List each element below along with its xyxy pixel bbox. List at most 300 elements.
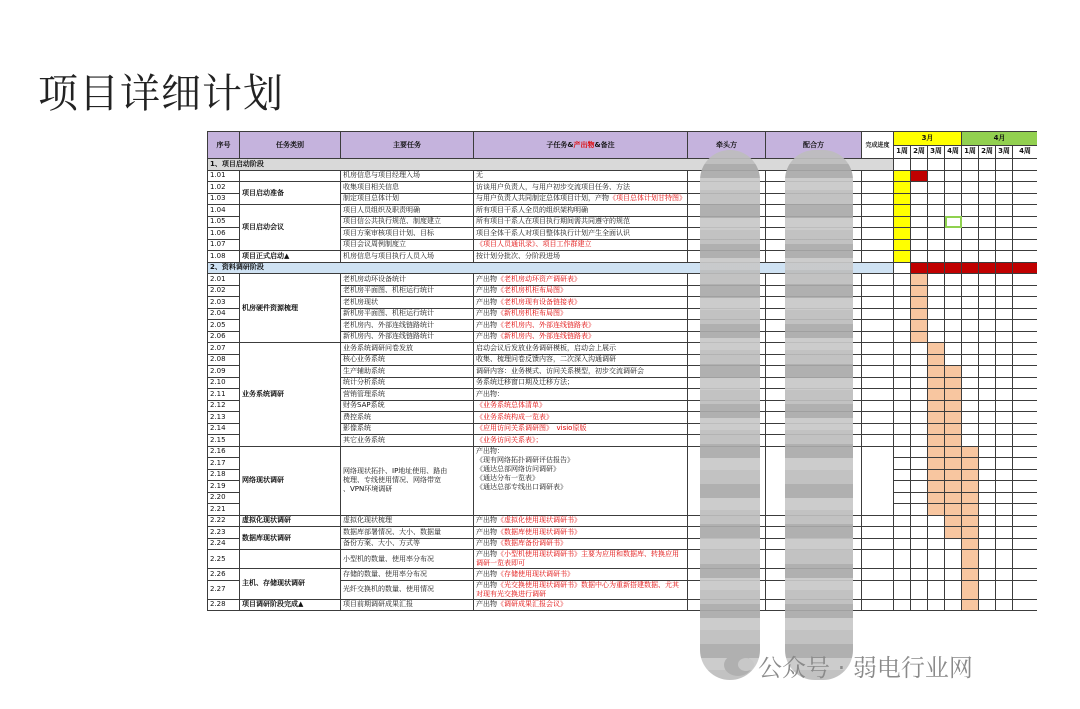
gantt-cell: [894, 193, 911, 205]
gantt-cell: [945, 366, 962, 378]
blank-cell: [862, 599, 894, 611]
table-row: [208, 205, 1038, 217]
row-no: 2.01: [208, 274, 240, 286]
gantt-cell: [962, 400, 979, 412]
gantt-cell: [945, 400, 962, 412]
gantt-cell: [962, 435, 979, 447]
gantt-cell: [1013, 331, 1038, 343]
table-row: [208, 251, 1038, 263]
subtask-note: 产出物: [476, 539, 497, 548]
phase-title: 1、项目启动阶段: [208, 159, 894, 171]
gantt-cell: [979, 377, 996, 389]
blank-cell: [862, 297, 894, 309]
gantt-cell: [979, 285, 996, 297]
main-task: 财务SAP系统: [341, 400, 474, 412]
subtask-output: 《数据库备份调研书》: [497, 539, 567, 548]
redacted-owner-column: [700, 150, 760, 680]
subtask-cell: [474, 239, 688, 251]
gantt-cell: [911, 308, 928, 320]
blank-cell: [862, 412, 894, 424]
blank-cell: [862, 527, 894, 539]
gantt-cell: [996, 320, 1013, 332]
gantt-cell: [962, 423, 979, 435]
phase-title: 2、资料调研阶段: [208, 262, 894, 274]
subtask-cell: [474, 527, 688, 539]
main-task: 项目前期调研成果汇报: [341, 599, 474, 611]
gantt-cell: [979, 550, 996, 569]
gantt-cell: [996, 599, 1013, 611]
gantt-cell: [928, 170, 945, 182]
row-no: 2.13: [208, 412, 240, 424]
gantt-cell: [962, 297, 979, 309]
row-no: 2.21: [208, 504, 240, 516]
row-no: 2.12: [208, 400, 240, 412]
subtask-output: 《业务系统总体清单》: [476, 401, 546, 410]
gantt-cell: [911, 481, 928, 493]
gantt-cell: [1013, 251, 1038, 263]
subtask-note: 产出物: [476, 600, 497, 609]
gantt-cell: [945, 274, 962, 286]
gantt-cell: [945, 492, 962, 504]
gantt-cell: [979, 331, 996, 343]
gantt-cell: [979, 580, 996, 599]
gantt-cell: [962, 216, 979, 228]
gantt-cell: [911, 274, 928, 286]
gantt-cell: [945, 205, 962, 217]
subtask-output: 《新机房机柜布局图》: [497, 309, 567, 318]
gantt-cell: [911, 285, 928, 297]
subtask-output: 《老机房内、外部连线链路表》: [497, 320, 595, 329]
subtask-cell: [474, 569, 688, 581]
gantt-cell: [996, 389, 1013, 401]
gantt-cell: [996, 481, 1013, 493]
main-task: 项目信公共执行规范、制度建立: [341, 216, 474, 228]
main-task: 核心业务系统: [341, 354, 474, 366]
subtask-output: 《存储使用现状调研书》: [497, 569, 574, 578]
subtask-note: 务系统迁移窗口期及迁移方法；: [476, 378, 574, 387]
gantt-cell: [945, 481, 962, 493]
gantt-cell: [945, 469, 962, 481]
project-plan-sheet: [207, 131, 1037, 681]
main-task-line: 梳理、专线使用情况、网络带宽: [343, 476, 441, 484]
gantt-cell: [979, 297, 996, 309]
gantt-cell: [979, 216, 996, 228]
gantt-cell: [979, 435, 996, 447]
subtask-note: 无: [476, 171, 483, 180]
main-task: 机房信息与项目执行人员入场: [341, 251, 474, 263]
subtask-note: 项目全体干系人对项目整体执行计划产生全面认识: [476, 228, 630, 237]
subtask-output: 《现有网络拓扑调研评估报告》: [476, 455, 574, 464]
gantt-cell: [996, 538, 1013, 550]
gantt-cell: [996, 550, 1013, 569]
task-category: 项目调研阶段完成▲: [240, 599, 341, 611]
gantt-cell: [894, 205, 911, 217]
gantt-cell: [928, 216, 945, 228]
subtask-output: 《通达总部网络访问调研》: [476, 464, 560, 473]
gantt-cell: [928, 366, 945, 378]
gantt-cell: [996, 580, 1013, 599]
gantt-cell: [894, 354, 911, 366]
gantt-cell: [911, 412, 928, 424]
gantt-cell: [996, 515, 1013, 527]
gantt-cell: [979, 354, 996, 366]
gantt-cell: [928, 550, 945, 569]
main-task: 老机房平面图、机柜运行统计: [341, 285, 474, 297]
gantt-cell: [894, 569, 911, 581]
gantt-cell: [1013, 515, 1038, 527]
gantt-cell: [962, 205, 979, 217]
gantt-cell: [928, 389, 945, 401]
week-header: 3周: [928, 145, 945, 159]
gantt-cell: [1013, 354, 1038, 366]
week-header: 3周: [996, 145, 1013, 159]
subtask-note: 产出物: [476, 309, 497, 318]
gantt-cell: [928, 320, 945, 332]
gantt-cell: [928, 331, 945, 343]
gantt-cell: [962, 228, 979, 240]
gantt-cell: [1013, 550, 1038, 569]
gantt-cell: [911, 228, 928, 240]
gantt-cell: [928, 527, 945, 539]
subtask-note: 启动会议后发放业务调研模板，启动会上展示: [476, 343, 616, 352]
gantt-cell: [979, 308, 996, 320]
blank-cell: [862, 343, 894, 355]
gantt-cell: [962, 170, 979, 182]
subtask-note: 产出物: [476, 274, 497, 283]
gantt-cell: [945, 343, 962, 355]
gantt-cell: [945, 504, 962, 516]
subtask-cell: [474, 377, 688, 389]
main-task: 费控系统: [341, 412, 474, 424]
subtask-output: 《业务系统构成一览表》: [476, 412, 553, 421]
gantt-cell: [1013, 320, 1038, 332]
gantt-cell: [911, 297, 928, 309]
gantt-cell: [979, 320, 996, 332]
week-header: 2周: [979, 145, 996, 159]
table-row: [208, 527, 1038, 539]
subtask-cell: [474, 343, 688, 355]
gantt-cell: [979, 469, 996, 481]
subtask-cell: [474, 274, 688, 286]
project-plan-table: [207, 131, 1037, 611]
main-task: 影像系统: [341, 423, 474, 435]
gantt-cell: [979, 412, 996, 424]
gantt-cell: [911, 492, 928, 504]
subtask-output: 《小型机使用现状调研书》主要为应用和数据库、转换应用调研一览表即可: [476, 550, 679, 567]
gantt-cell: [979, 343, 996, 355]
gantt-cell: [962, 343, 979, 355]
gantt-cell: [1013, 481, 1038, 493]
gantt-cell: [928, 297, 945, 309]
gantt-cell: [928, 251, 945, 263]
row-no: 2.06: [208, 331, 240, 343]
gantt-cell: [928, 569, 945, 581]
gantt-cell: [1013, 569, 1038, 581]
row-no: 2.19: [208, 481, 240, 493]
row-no: 2.17: [208, 458, 240, 470]
blank-cell: [862, 400, 894, 412]
gantt-cell: [928, 412, 945, 424]
gantt-cell: [928, 446, 945, 458]
main-task: [341, 446, 474, 515]
row-no: 2.08: [208, 354, 240, 366]
gantt-cell: [979, 228, 996, 240]
row-no: 2.23: [208, 527, 240, 539]
gantt-cell: [996, 343, 1013, 355]
blank-cell: [862, 354, 894, 366]
gantt-cell: [911, 182, 928, 194]
gantt-cell: [979, 504, 996, 516]
week-header: 1周: [894, 145, 911, 159]
week-header: 2周: [911, 145, 928, 159]
main-task: 数据库部署情况、大小、数据量: [341, 527, 474, 539]
subtask-output: 《业务访问关系表》；: [476, 435, 543, 444]
gantt-cell: [1013, 599, 1038, 611]
blank-cell: [862, 331, 894, 343]
header-subtask: [474, 132, 688, 159]
gantt-cell: [928, 423, 945, 435]
gantt-cell: [979, 205, 996, 217]
gantt-cell: [1013, 527, 1038, 539]
row-no: 1.08: [208, 251, 240, 263]
gantt-cell: [911, 389, 928, 401]
subtask-note: 产出物: [476, 527, 497, 536]
blank-cell: [862, 569, 894, 581]
plan-body: [208, 159, 1038, 611]
gantt-cell: [962, 377, 979, 389]
gantt-cell: [911, 170, 928, 182]
gantt-cell: [1013, 262, 1038, 274]
gantt-cell: [996, 492, 1013, 504]
gantt-cell: [962, 412, 979, 424]
gantt-cell: [962, 354, 979, 366]
gantt-cell: [1013, 182, 1038, 194]
watermark-text: 公众号 · 弱电行业网: [758, 653, 973, 682]
row-no: 1.01: [208, 170, 240, 182]
subtask-output: 《通达分布一览表》: [476, 473, 539, 482]
gantt-cell: [928, 285, 945, 297]
main-task: 虚拟化现状梳理: [341, 515, 474, 527]
gantt-cell: [911, 343, 928, 355]
subtask-note: 产出物: [476, 550, 497, 558]
table-row: [208, 446, 1038, 458]
gantt-cell: [996, 274, 1013, 286]
main-task: 老机房内、外部连线链路统计: [341, 320, 474, 332]
gantt-cell: [962, 481, 979, 493]
gantt-cell: [911, 446, 928, 458]
subtask-cell: [474, 446, 688, 515]
subtask-note: 产出物：: [476, 389, 504, 398]
gantt-cell: [911, 262, 928, 274]
gantt-cell: [945, 216, 962, 228]
subtask-cell: [474, 435, 688, 447]
gantt-cell: [945, 182, 962, 194]
gantt-cell: [894, 458, 911, 470]
blank-cell: [862, 366, 894, 378]
gantt-cell: [894, 239, 911, 251]
row-no: 2.27: [208, 580, 240, 599]
task-category: 虚拟化现状调研: [240, 515, 341, 527]
subtask-note: 与用户负责人共同制定总体项目计划，产物: [476, 194, 609, 203]
header-month-4: 4月: [962, 132, 1038, 146]
subtask-note: 产出物: [476, 516, 497, 525]
gantt-cell: [894, 527, 911, 539]
subtask-output: 《新机房内、外部连线链路表》: [497, 332, 595, 341]
gantt-cell: [894, 170, 911, 182]
task-category: [240, 170, 341, 182]
table-row: [208, 599, 1038, 611]
subtask-cell: [474, 580, 688, 599]
week-header: 4周: [945, 145, 962, 159]
blank-cell: [862, 228, 894, 240]
gantt-cell: [894, 377, 911, 389]
blank-cell: [862, 515, 894, 527]
task-category: 项目启动会议: [240, 205, 341, 251]
gantt-cell: [1013, 458, 1038, 470]
header-main-task: 主要任务: [341, 132, 474, 159]
subtask-note: 产出物: [476, 569, 497, 578]
blank-cell: [862, 182, 894, 194]
subtask-cell: [474, 389, 688, 401]
watermark: [724, 650, 1044, 680]
row-no: 2.18: [208, 469, 240, 481]
gantt-cell: [996, 262, 1013, 274]
subtask-note: 所有项目干系人在项目执行期间需共同遵守的规范: [476, 217, 630, 226]
main-task-line: 、VPN环境调研: [343, 485, 393, 493]
gantt-cell: [894, 285, 911, 297]
gantt-cell: [928, 599, 945, 611]
gantt-cell: [1013, 538, 1038, 550]
subtask-cell: [474, 228, 688, 240]
subtask-note: 产出物：: [476, 446, 504, 455]
gantt-cell: [894, 550, 911, 569]
gantt-cell: [911, 469, 928, 481]
gantt-cell: [894, 320, 911, 332]
row-no: 1.07: [208, 239, 240, 251]
gantt-cell: [911, 216, 928, 228]
main-task: 机房信息与项目经理入场: [341, 170, 474, 182]
header-subtask-suffix: &备注: [594, 140, 615, 149]
subtask-output: 《应用访问关系调研图》 visio原版: [476, 424, 587, 433]
gantt-cell: [911, 377, 928, 389]
gantt-cell: [962, 251, 979, 263]
gantt-cell: [979, 599, 996, 611]
task-category: 项目正式启动▲: [240, 251, 341, 263]
gantt-cell: [1013, 297, 1038, 309]
gantt-cell: [945, 515, 962, 527]
gantt-cell: [894, 412, 911, 424]
gantt-cell: [945, 285, 962, 297]
subtask-note: 所有项目干系人全员的组织架构明确: [476, 205, 588, 214]
gantt-cell: [996, 569, 1013, 581]
subtask-output: 《数据库使用现状调研书》: [497, 527, 581, 536]
subtask-note: 收集、梳理问卷反馈内容，二次深入沟通调研: [476, 355, 616, 364]
gantt-cell: [1013, 308, 1038, 320]
task-category: 数据库现状调研: [240, 527, 341, 550]
gantt-cell: [945, 320, 962, 332]
row-no: 1.05: [208, 216, 240, 228]
subtask-cell: [474, 423, 688, 435]
row-no: 2.10: [208, 377, 240, 389]
gantt-cell: [1013, 580, 1038, 599]
gantt-cell: [996, 331, 1013, 343]
gantt-cell: [911, 527, 928, 539]
task-category: 项目启动准备: [240, 182, 341, 205]
subtask-output: 《老机房动环资产调研表》: [497, 274, 581, 283]
gantt-cell: [962, 515, 979, 527]
gantt-cell: [1013, 228, 1038, 240]
subtask-output: 《光交换使用现状调研书》数据中心为重新搭建数据、尤其对现有光交换进行调研: [476, 580, 679, 598]
subtask-cell: [474, 412, 688, 424]
main-task: 生产辅助系统: [341, 366, 474, 378]
row-no: 2.22: [208, 515, 240, 527]
gantt-cell: [894, 182, 911, 194]
gantt-cell: [996, 458, 1013, 470]
gantt-cell: [979, 239, 996, 251]
gantt-cell: [894, 228, 911, 240]
gantt-cell: [894, 515, 911, 527]
gantt-cell: [928, 274, 945, 286]
gantt-cell: [979, 481, 996, 493]
subtask-cell: [474, 599, 688, 611]
subtask-cell: [474, 354, 688, 366]
gantt-cell: [962, 550, 979, 569]
gantt-cell: [928, 435, 945, 447]
gantt-cell: [962, 239, 979, 251]
gantt-cell: [1013, 423, 1038, 435]
row-no: 2.04: [208, 308, 240, 320]
subtask-cell: [474, 366, 688, 378]
gantt-cell: [928, 343, 945, 355]
gantt-cell: [911, 239, 928, 251]
gantt-cell: [996, 216, 1013, 228]
gantt-cell: [894, 504, 911, 516]
row-no: 2.28: [208, 599, 240, 611]
gantt-cell: [962, 182, 979, 194]
gantt-cell: [911, 538, 928, 550]
main-task-line: 网络现状拓扑、IP地址使用、路由: [343, 467, 448, 475]
gantt-cell: [945, 550, 962, 569]
subtask-output: 《项目总体计划甘特图》: [609, 194, 686, 203]
subtask-output: 《调研成果汇报会议》: [497, 600, 567, 609]
row-no: 2.25: [208, 550, 240, 569]
gantt-cell: [894, 331, 911, 343]
gantt-cell: [911, 515, 928, 527]
blank-cell: [862, 538, 894, 550]
subtask-note: 产出物: [476, 332, 497, 341]
main-task: 营销管理系统: [341, 389, 474, 401]
gantt-cell: [1013, 366, 1038, 378]
gantt-cell: [894, 446, 911, 458]
gantt-cell: [996, 469, 1013, 481]
phase-row: [208, 262, 1038, 274]
subtask-cell: [474, 331, 688, 343]
gantt-cell: [979, 170, 996, 182]
main-task: 项目方案审核项目计划、目标: [341, 228, 474, 240]
subtask-cell: [474, 251, 688, 263]
header-subtask-prefix: 子任务&: [546, 140, 574, 149]
gantt-cell: [996, 504, 1013, 516]
blank-cell: [862, 285, 894, 297]
gantt-cell: [1013, 446, 1038, 458]
row-no: 2.26: [208, 569, 240, 581]
gantt-cell: [996, 412, 1013, 424]
week-header: 4周: [1013, 145, 1038, 159]
gantt-cell: [945, 435, 962, 447]
gantt-cell: [894, 492, 911, 504]
blank-cell: [862, 193, 894, 205]
gantt-cell: [979, 423, 996, 435]
